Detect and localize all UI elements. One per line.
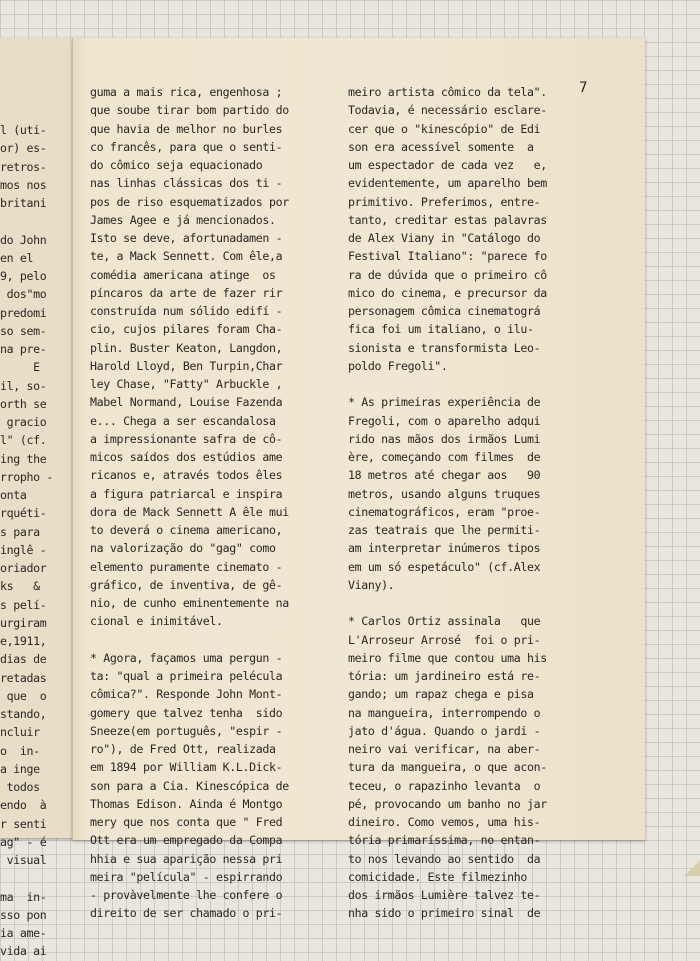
text-line: ia ame-: [0, 926, 47, 940]
text-line: cômica?". Responde John Mont-: [90, 687, 283, 702]
text-line: ing the: [0, 451, 47, 466]
text-line: jato d'água. Quando o jardi -: [348, 723, 541, 738]
text-line: que o: [0, 688, 47, 703]
text-line: neiro vai verificar, na aber-: [348, 742, 541, 756]
text-line: em 1894 por William K.L.Dick-: [90, 760, 283, 775]
text-line: 18 metros até chegar aos 90: [348, 468, 541, 483]
text-line: a figura patriarcal e inspira: [90, 486, 283, 501]
text-line: Viany).: [348, 577, 395, 592]
text-line: ag" - é: [0, 834, 47, 849]
text-line: ks &: [0, 579, 40, 594]
text-line: gomery que talvez tenha sido: [90, 705, 283, 720]
text-line: [0, 869, 70, 887]
text-line: construída num sólido edifí -: [90, 304, 283, 318]
text-line: rido nas mãos dos irmãos Lumi: [348, 431, 541, 446]
text-line: teceu, o rapazinho levanta o: [348, 778, 541, 793]
text-line: James Agee e já mencionados.: [90, 212, 276, 227]
text-line: Isto se deve, afortunadamen -: [90, 231, 283, 245]
text-line: evidentemente, um aparelho bem: [348, 176, 547, 191]
text-line: s para: [0, 524, 40, 539]
text-line: e... Chega a ser escandalosa: [90, 413, 276, 428]
text-line: hhia e sua aparição nessa pri: [90, 851, 283, 866]
text-line: rropho -: [0, 469, 54, 484]
text-line: rquéti-: [0, 506, 47, 521]
text-line: predomi: [0, 305, 47, 320]
text-line: dos irmãos Lumière talvez te-: [348, 888, 541, 902]
text-line: ra de dúvida que o primeiro cô: [348, 267, 547, 282]
text-line: endo à: [0, 798, 47, 813]
text-line: ncluir: [0, 725, 40, 740]
text-line: meira "película" - espirrando: [90, 869, 283, 884]
text-line: tória primaríssima, no entan-: [348, 833, 541, 848]
text-line: ta: "qual a primeira pelécula: [90, 669, 283, 683]
text-line: stando,: [0, 707, 47, 721]
text-line: que havia de melhor no burles: [90, 121, 283, 136]
text-line: a inge: [0, 761, 40, 776]
text-line: [0, 212, 70, 230]
text-line: na valorização do "gag" como: [90, 541, 276, 556]
text-line: oriador: [0, 561, 47, 575]
text-line: Mabel Normand, Louise Fazenda: [90, 395, 283, 410]
text-line: fica foi um italiano, o ilu-: [348, 322, 534, 337]
text-line: direito de ser chamado o pri-: [90, 906, 283, 921]
text-line: retros-: [0, 159, 47, 174]
text-line: to nos levando ao sentido da: [348, 851, 541, 866]
text-line: son para a Cia. Kinescópica de: [90, 778, 289, 793]
left-page-fragment: [0, 38, 72, 959]
text-line: micos saídos dos estúdios ame: [90, 450, 283, 464]
left-column-text: [0, 121, 70, 961]
text-line: nas linhas clássicas dos ti -: [90, 176, 283, 191]
text-line: a impressionante safra de cô-: [90, 431, 283, 446]
text-line: Ott era um empregado da Compa: [90, 833, 283, 848]
text-line: visual: [0, 853, 47, 867]
text-line: * Carlos Ortiz assinala que: [348, 614, 541, 629]
text-line: retadas: [0, 670, 47, 685]
text-line: Todavia, é necessário esclare-: [348, 103, 547, 118]
text-line: Fregoli, com o aparelho adqui: [348, 413, 541, 428]
text-line: dias de: [0, 652, 47, 667]
text-line: dora de Mack Sennett A êle mui: [90, 504, 289, 519]
text-line: na mangueira, interrompendo o: [348, 705, 541, 720]
middle-column-text: [90, 83, 330, 923]
text-line: onta: [0, 488, 27, 502]
text-line: E: [0, 360, 40, 375]
text-line: elemento puramente cinemato -: [90, 559, 283, 574]
text-line: píncaros da arte de fazer rir: [90, 285, 283, 300]
text-line: do John: [0, 232, 47, 247]
text-line: ley Chase, "Fatty" Arbuckle ,: [90, 377, 283, 391]
text-line: cional e inimitável.: [90, 614, 223, 629]
text-line: mery que nos conta que " Fred: [90, 815, 283, 829]
text-line: cio, cujos pilares foram Cha-: [90, 322, 283, 337]
text-line: gando; um rapaz chega e pisa: [348, 687, 534, 702]
text-line: r senti: [0, 816, 47, 831]
text-line: metros, usando alguns truques: [348, 486, 541, 501]
text-line: plin. Buster Keaton, Langdon,: [90, 340, 283, 355]
text-line: - provàvelmente lhe confere o: [90, 888, 283, 902]
text-line: s pelí-: [0, 597, 47, 612]
text-line: que soube tirar bom partido do: [90, 103, 289, 118]
text-line: e,1911,: [0, 634, 47, 648]
text-line: * As primeiras experiência de: [348, 395, 541, 410]
text-line: [348, 594, 578, 612]
right-column-text: [348, 83, 578, 923]
text-line: ère, começando com filmes de: [348, 450, 541, 464]
text-line: meiro filme que contou uma his: [348, 650, 547, 665]
text-line: um espectador de cada vez e,: [348, 158, 547, 172]
text-line: tória: um jardineiro está re-: [348, 669, 541, 683]
text-line: co francês, para que o senti-: [90, 139, 283, 154]
text-line: urgiram: [0, 615, 47, 630]
text-line: na pre-: [0, 342, 47, 356]
text-line: son era acessível somente a: [348, 139, 534, 154]
text-line: do cômico seja equacionado: [90, 158, 263, 172]
text-line: L'Arroseur Arrosé foi o pri-: [348, 632, 541, 647]
text-line: * Agora, façamos uma pergun -: [90, 650, 283, 665]
text-line: vida ai: [0, 944, 47, 959]
text-line: gracio: [0, 415, 47, 429]
text-line: il, so-: [0, 378, 47, 393]
text-line: ro"), de Fred Ott, realizada: [90, 742, 276, 756]
text-line: en el: [0, 250, 34, 265]
page-corner-fold: [683, 846, 700, 876]
text-line: tura da mangueira, o que acon-: [348, 760, 547, 775]
text-line: guma a mais rica, engenhosa ;: [90, 85, 283, 99]
text-line: Sneeze(em português, "espir -: [90, 723, 283, 738]
text-line: te, a Mack Sennett. Com êle,a: [90, 249, 283, 264]
text-line: cinematográficos, eram "proe-: [348, 504, 541, 519]
text-line: or) es-: [0, 141, 47, 156]
text-line: nio, de cunho eminentemente na: [90, 596, 289, 610]
text-line: meiro artista cômico da tela".: [348, 85, 547, 99]
text-line: orth se: [0, 396, 47, 411]
text-line: cer que o "kinescópio" de Edi: [348, 121, 541, 136]
text-line: britani: [0, 196, 47, 210]
text-line: gráfico, de inventiva, de gê-: [90, 577, 283, 592]
text-line: [348, 375, 578, 393]
text-line: sionista e transformista Leo-: [348, 340, 541, 355]
text-line: pos de riso esquematizados por: [90, 194, 289, 209]
text-line: comédia americana atinge os: [90, 267, 276, 282]
text-line: dineiro. Como vemos, uma his-: [348, 815, 541, 829]
text-line: Festival Italiano": "parece fo: [348, 249, 547, 264]
text-line: [90, 631, 330, 649]
text-line: de Alex Viany in "Catálogo do: [348, 231, 541, 245]
text-line: am interpretar inúmeros tipos: [348, 541, 541, 556]
text-line: mos nos: [0, 177, 47, 192]
text-line: dos"mo: [0, 287, 47, 302]
text-line: Thomas Edison. Ainda é Montgo: [90, 796, 283, 811]
text-line: Harold Lloyd, Ben Turpin,Char: [90, 358, 283, 373]
text-line: mico do cinema, e precursor da: [348, 285, 547, 300]
page-number: 7: [579, 80, 588, 96]
text-line: ma in-: [0, 889, 47, 904]
text-line: tanto, creditar estas palavras: [348, 212, 547, 227]
text-line: em um só espetáculo" (cf.Alex: [348, 559, 541, 574]
text-line: zas teatrais que lhe permiti-: [348, 523, 541, 537]
text-line: todos: [0, 780, 40, 794]
text-line: ricanos e, através todos êles: [90, 468, 283, 483]
text-line: primitivo. Preferimos, entre-: [348, 194, 541, 209]
text-line: poldo Fregoli".: [348, 358, 448, 373]
text-line: l" (cf.: [0, 433, 47, 448]
text-line: pé, provocando um banho no jar: [348, 796, 547, 811]
text-line: l (uti-: [0, 123, 47, 137]
text-line: inglê -: [0, 542, 47, 557]
text-line: sso pon: [0, 907, 47, 922]
text-line: comicidade. Este filmezinho: [348, 869, 528, 884]
text-line: 9, pelo: [0, 269, 47, 283]
text-line: to deverá o cinema americano,: [90, 523, 283, 537]
text-line: so sem-: [0, 323, 47, 338]
text-line: o in-: [0, 743, 40, 758]
text-line: nha sido o primeiro sinal de: [348, 906, 541, 921]
text-line: personagem cômica cinematográ: [348, 304, 541, 318]
